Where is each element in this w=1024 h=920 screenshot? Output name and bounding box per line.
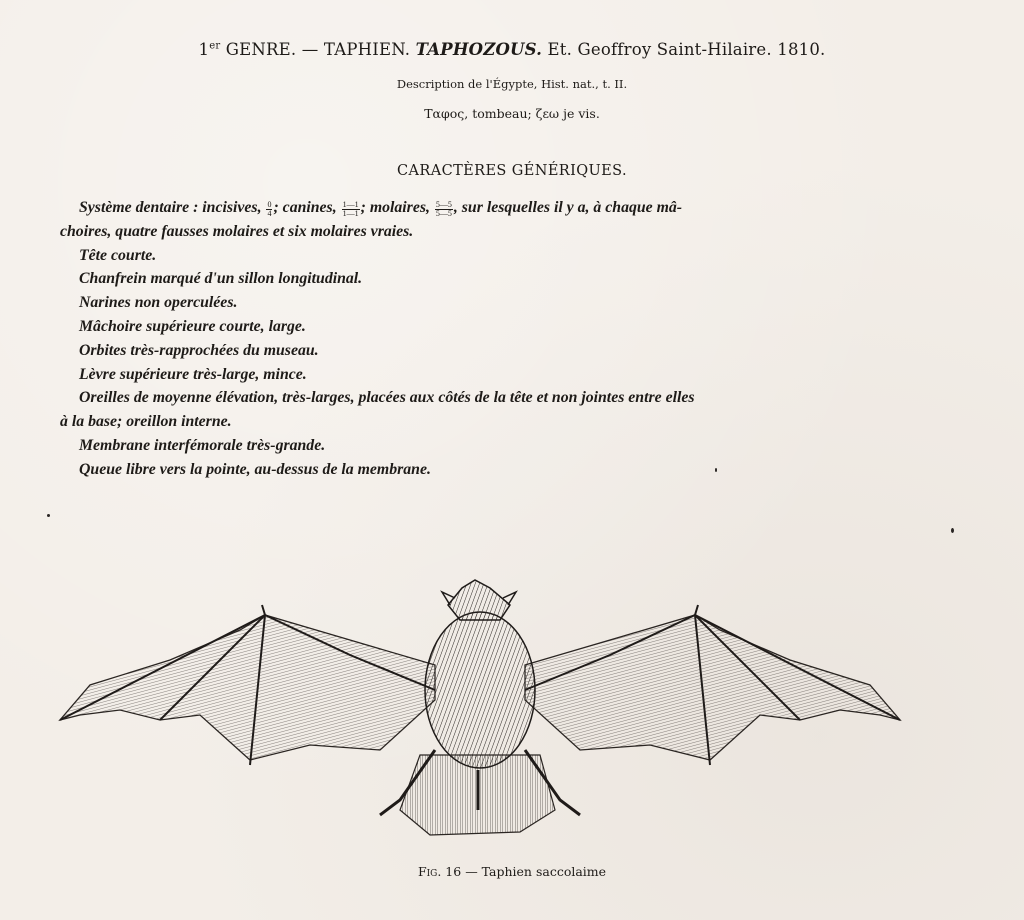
trait-line: Tête courte. [79, 246, 157, 264]
trait-line: Orbites très-rapprochées du museau. [79, 341, 319, 359]
incisives-numerator: 0 [267, 200, 272, 209]
latin-genus-name: TAPHOZOUS. [415, 40, 543, 59]
section-heading: CARACTÈRES GÉNÉRIQUES. [397, 163, 627, 179]
trait-line: Mâchoire supérieure courte, large. [79, 317, 306, 335]
bat-illustration [50, 570, 910, 840]
canines-denominator: 1—1 [342, 209, 359, 218]
ink-speck [951, 528, 954, 533]
incisives-denominator: 4 [267, 209, 272, 218]
ink-speck [715, 468, 717, 472]
dental-prefix: Système dentaire : incisives, [79, 199, 266, 216]
figure-caption [0, 864, 1024, 879]
genre-superscript: er [209, 40, 221, 52]
trait-line: Chanfrein marqué d'un sillon longitudinal. [79, 270, 363, 288]
bat-body [425, 612, 535, 768]
canines-numerator: 1—1 [342, 200, 359, 209]
bat-head [448, 580, 510, 620]
figure-title: — Taphien saccolaime [461, 864, 607, 879]
trait-line: Membrane interfémorale très-grande. [79, 436, 326, 454]
molaires-fraction [435, 201, 453, 218]
etymology-line: Ταφος, tombeau; ζεω je vis. [424, 106, 600, 121]
generic-characters [60, 196, 895, 482]
molaires-label: ; molaires, [360, 199, 434, 216]
dental-suffix: , sur lesquelles il y a, à chaque mâ- [453, 199, 683, 216]
left-wing [60, 615, 435, 760]
molaires-numerator: 5—5 [435, 200, 452, 209]
right-wing [525, 615, 900, 760]
canines-label: ; canines, [273, 199, 341, 216]
genre-number: 1 [198, 40, 210, 59]
incisives-fraction [266, 201, 272, 218]
trait-line-oreilles: Oreilles de moyenne élévation, très-larges, placées aux côtés de la tête et non jointes entre elles [79, 389, 695, 407]
ink-speck [47, 514, 50, 517]
dental-formula-line [60, 196, 895, 220]
dental-continuation: choires, quatre fausses molaires et six molaires vraies. [60, 222, 414, 240]
canines-fraction [342, 201, 360, 218]
trait-line: Queue libre vers la pointe, au-dessus de la membrane. [79, 460, 431, 478]
genre-title [0, 40, 1024, 59]
trait-line: Narines non operculées. [79, 294, 238, 312]
figure-number: Fig. 16 [417, 864, 462, 879]
trait-line-oreilles-cont: à la base; oreillon interne. [60, 413, 232, 431]
molaires-denominator: 5—5 [435, 209, 452, 218]
genus-authority: Et. Geoffroy Saint-Hilaire. 1810. [542, 40, 826, 59]
bibliographic-reference: Description de l'Égypte, Hist. nat., t. II. [396, 77, 628, 91]
genre-label: GENRE. — TAPHIEN. [220, 40, 416, 59]
trait-line: Lèvre supérieure très-large, mince. [79, 365, 307, 383]
